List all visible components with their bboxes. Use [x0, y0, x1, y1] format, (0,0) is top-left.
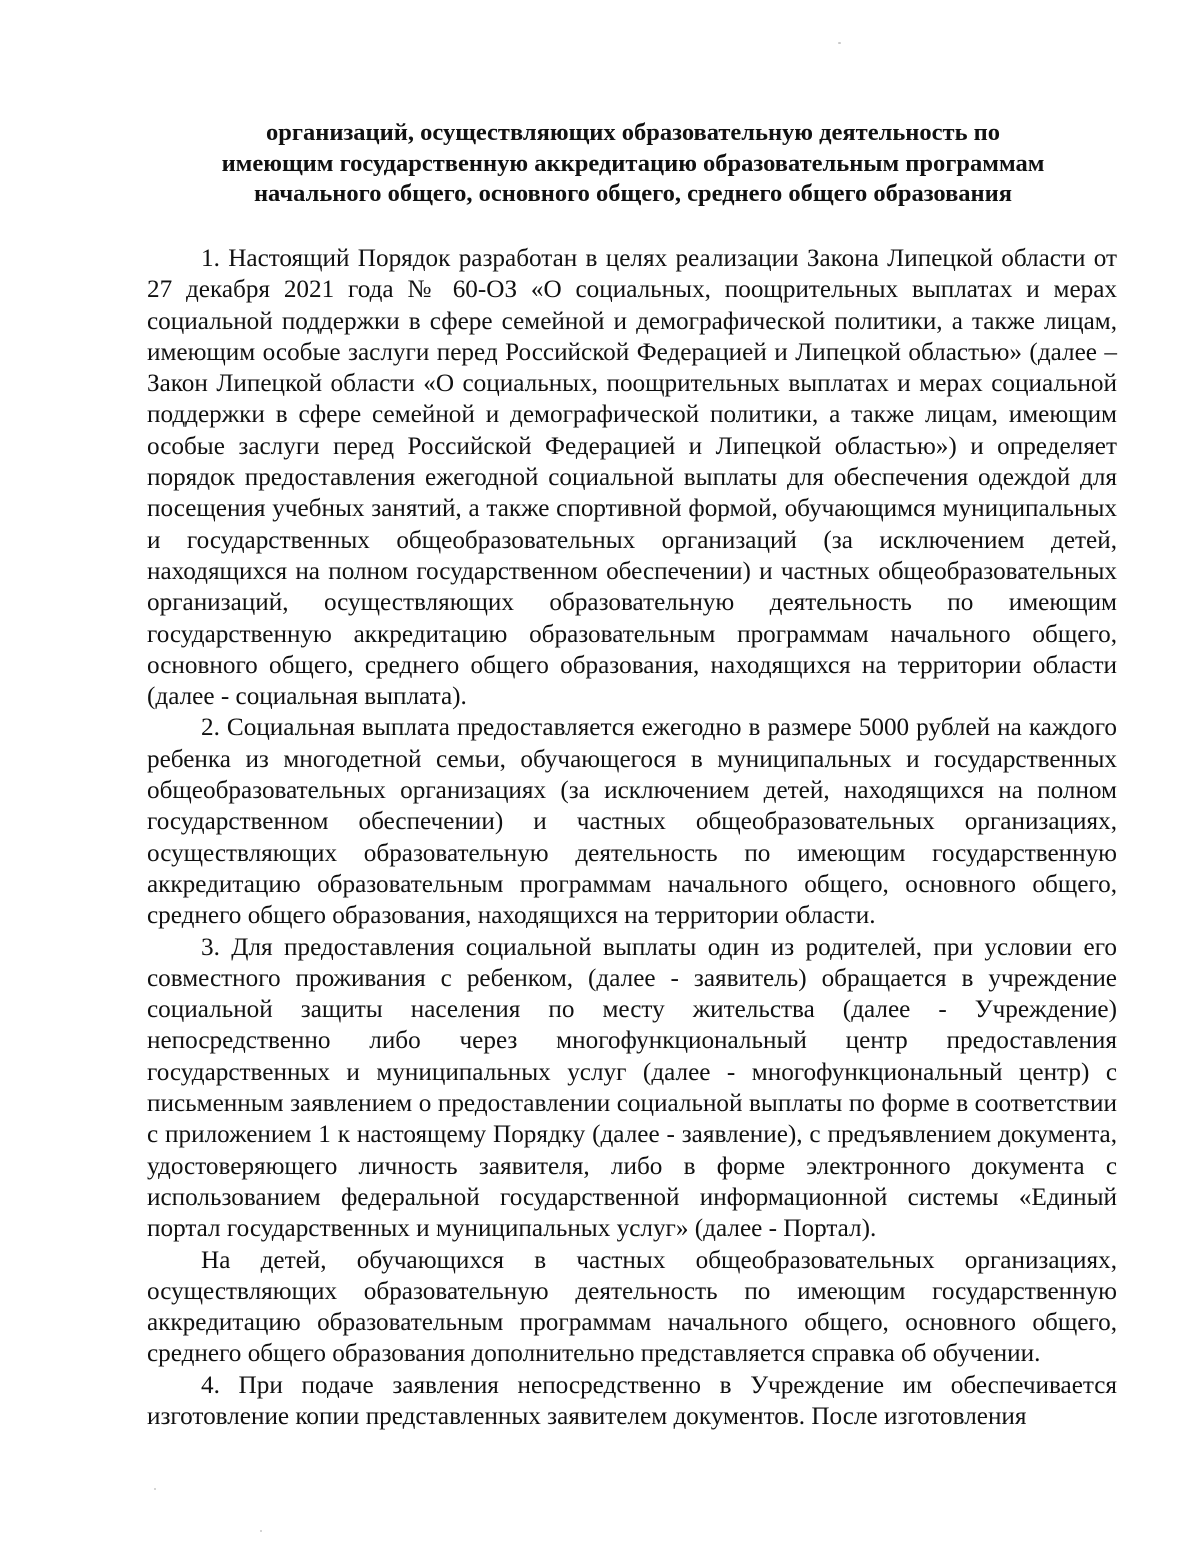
paragraph-4: 4. При подаче заявления непосредственно в Учреждение им обеспечивается изготовление копии представленных заявителем документов. После изготовления: [147, 1371, 1117, 1430]
scan-speck: [260, 1530, 262, 1532]
scan-speck: [838, 42, 841, 44]
document-body: [147, 243, 1117, 1432]
heading-line: имеющим государственную аккредитацию образовательным программам: [221, 149, 1045, 177]
heading-line: начального общего, основного общего, среднего общего образования: [253, 180, 1013, 207]
paragraph-1: 1. Настоящий Порядок разработан в целях реализации Закона Липецкой области от 27 декабря 2021 года № 60-ОЗ «О социальных, поощрительных выплатах и мерах социальной поддержки в сфере семейной и демографической политики, а также лицам, имеющим особые заслуги перед Российской Федерацией и Липецкой областью» (далее – Закон Липецкой области «О социальных, поощрительных выплатах и мерах социальной поддержки в сфере семейной и демографической политики, а также лицам, имеющим особые заслуги перед Российской Федерацией и Липецкой областью») и определяет порядок предоставления ежегодной социальной выплаты для обеспечения одеждой для посещения учебных занятий, а также спортивной формой, обучающимся муниципальных и государственных общеобразовательных организаций (за исключением детей, находящихся на полном государственном обеспечении) и частных общеобразовательных организаций, осуществляющих образовательную деятельность по имеющим государственную аккредитацию образовательным программам начального общего, основного общего, среднего общего образования, находящихся на территории области (далее - социальная выплата).: [147, 245, 1117, 711]
paragraph-2: 2. Социальная выплата предоставляется ежегодно в размере 5000 рублей на каждого ребенка из многодетной семьи, обучающегося в муниципальных и государственных общеобразовательных организациях (за исключением детей, находящихся на полном государственном обеспечении) и частных общеобразовательных организациях, осуществляющих образовательную деятельность по имеющим государственную аккредитацию образовательным программам начального общего, основного общего, среднего общего образования, находящихся на территории области.: [147, 714, 1117, 930]
paragraph-3-continued: На детей, обучающихся в частных общеобразовательных организациях, осуществляющих образовательную деятельность по имеющим государственную аккредитацию образовательным программам начального общего, основного общего, среднего общего образования дополнительно представляется справка об обучении.: [147, 1246, 1117, 1368]
scan-speck: [154, 1488, 156, 1490]
document-heading: [150, 118, 1116, 210]
paragraph-3: 3. Для предоставления социальной выплаты один из родителей, при условии его совместного проживания с ребенком, (далее - заявитель) обращается в учреждение социальной защиты населения по месту жительства (далее - Учреждение) непосредственно либо через многофункциональный центр предоставления государственных и муниципальных услуг (далее - многофункциональный центр) с письменным заявлением о предоставлении социальной выплаты по форме в соответствии с приложением 1 к настоящему Порядку (далее - заявление), с предъявлением документа, удостоверяющего личность заявителя, либо в форме электронного документа с использованием федеральной государственной информационной системы «Единый портал государственных и муниципальных услуг» (далее - Портал).: [147, 933, 1117, 1243]
heading-line: организаций, осуществляющих образовательную деятельность по: [265, 119, 1001, 146]
